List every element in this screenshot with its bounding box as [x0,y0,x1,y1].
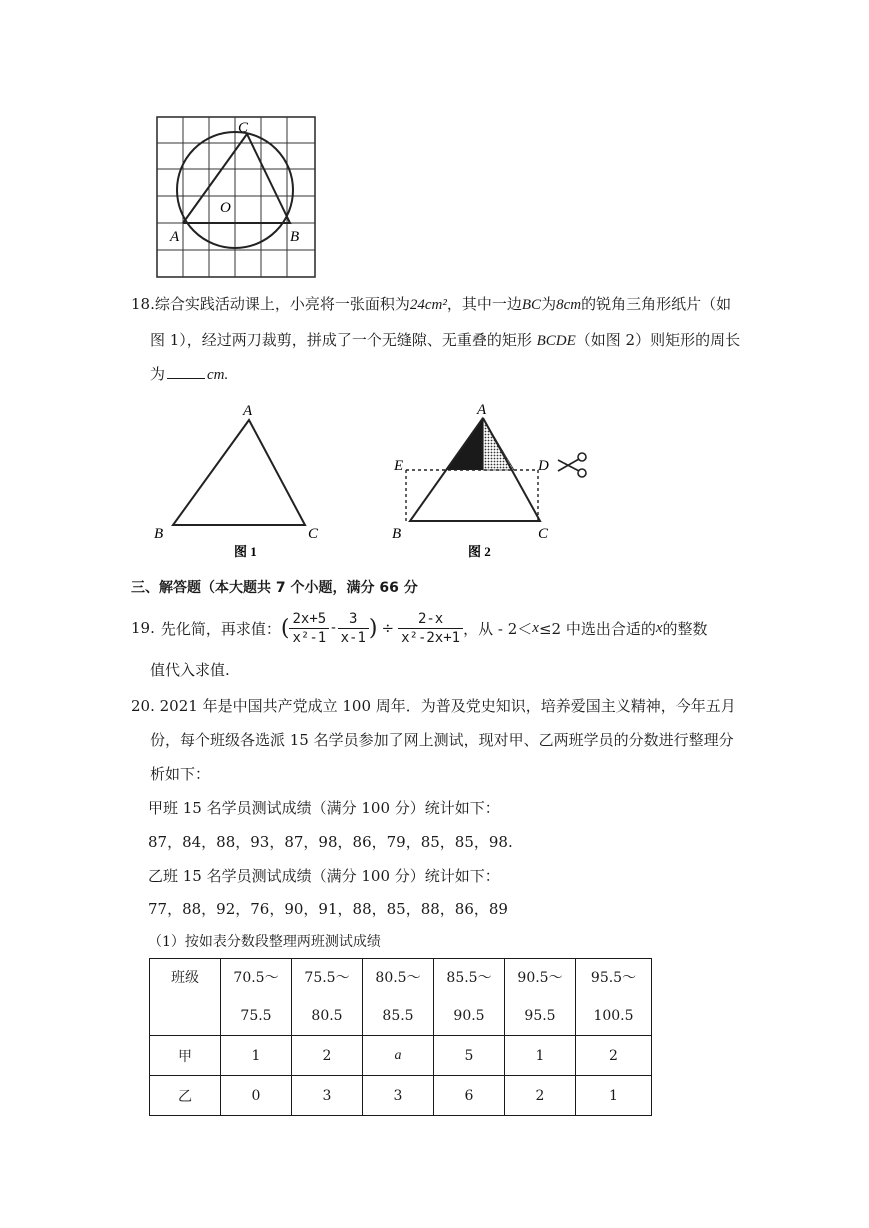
table-cell: 1 [576,1076,652,1116]
table-row-label: 甲 [150,1036,221,1076]
fraction-3: $\frac{2-x}{\text{x²-2x+1}}$ [398,610,463,647]
table-cell: a [363,1036,434,1076]
table-header-cell: 70.5～ 75.5 [221,959,292,1036]
table-header-cell: 90.5～ 95.5 [505,959,576,1036]
table-cell: 2 [505,1076,576,1116]
q19-line1: 19. 先化简，再求值： ( $\frac{2x+5}{\text{x²-1}}$ - $\frac{3}{x-1}$ ) ÷ $\frac{2-x}{\text{x²-2x+1}}$ ，从 - 2＜ x ≤2 中选出合适的 x 的整数 [131,610,708,646]
q20-line1: 20. 2021 年是中国共产党成立 100 周年．为普及党史知识，培养爱国主义精神，今年五月 [131,697,736,715]
sub-question-1: （1）按如表分数段整理两班测试成绩 [148,934,381,950]
fig1-label-b: B [154,526,164,542]
grid-circle-figure [150,110,320,282]
fraction-2: $\frac{3}{x-1}$ [338,610,369,647]
label-a: A [170,229,180,245]
q18-line3: 为 cm. [150,365,229,383]
fig2-label-b: B [392,526,402,542]
fig2-caption: 图 2 [468,544,491,559]
q20-number: 20. [131,697,155,715]
q20-line3: 析如下： [150,765,211,783]
q19-line2: 值代入求值. [150,661,230,679]
table-cell: 1 [505,1036,576,1076]
table-cell: 0 [221,1076,292,1116]
table-cell: 3 [363,1076,434,1116]
table-cell: 6 [434,1076,505,1116]
table-cell: 5 [434,1036,505,1076]
table-row [150,1036,652,1076]
table-cell: 2 [292,1036,363,1076]
table-header-cell: 75.5～ 80.5 [292,959,363,1036]
q18-number: 18. [131,295,155,313]
score-table [149,958,652,1116]
table-header-cell: 80.5～ 85.5 [363,959,434,1036]
table-header-cell: 95.5～ 100.5 [576,959,652,1036]
table-row-label: 乙 [150,1076,221,1116]
answer-blank[interactable] [167,364,205,379]
fig1-label-a: A [243,403,253,419]
table-header-cell: 85.5～ 90.5 [434,959,505,1036]
table-header-row [150,959,652,1036]
fig1-label-c: C [308,526,319,542]
figure-1-triangle [150,400,335,562]
table-row [150,1076,652,1116]
q19-number: 19. [131,619,155,637]
fig2-label-c: C [538,526,549,542]
q20-line2: 份，每个班级各选派 15 名学员参加了网上测试，现对甲、乙两班学员的分数进行整理分 [150,731,734,749]
q18-line1: 18.综合实践活动课上，小亮将一张面积为24cm²，其中一边BC为8cm的锐角三角形纸片（如 [131,295,732,313]
jia-title: 甲班 15 名学员测试成绩（满分 100 分）统计如下： [148,799,500,817]
fig2-label-e: E [394,458,404,474]
table-cell: 2 [576,1036,652,1076]
scissors-icon [558,453,586,477]
jia-scores: 87，84，88，93，87，98，86，79，85，85，98. [148,833,513,851]
q18-line2: 图 1），经过两刀裁剪，拼成了一个无缝隙、无重叠的矩形 BCDE（如图 2）则矩形的周长 [150,331,741,349]
table-cell: 1 [221,1036,292,1076]
label-c: C [238,120,249,136]
fig2-label-a: A [477,402,487,418]
yi-scores: 77，88，92，76，90，91，88，85，88，86，89 [148,900,508,918]
label-o: O [220,200,231,216]
table-corner: 班级 [150,959,221,1036]
table-cell: 3 [292,1076,363,1116]
fig1-caption: 图 1 [234,544,257,559]
fig2-label-d: D [538,458,549,474]
section-3-title: 三、解答题（本大题共 7 个小题，满分 66 分 [131,580,418,596]
label-b: B [290,229,300,245]
yi-title: 乙班 15 名学员测试成绩（满分 100 分）统计如下： [148,867,500,885]
figure-2-rectangle [388,400,598,562]
fraction-1: $\frac{2x+5}{\text{x²-1}}$ [289,610,329,647]
